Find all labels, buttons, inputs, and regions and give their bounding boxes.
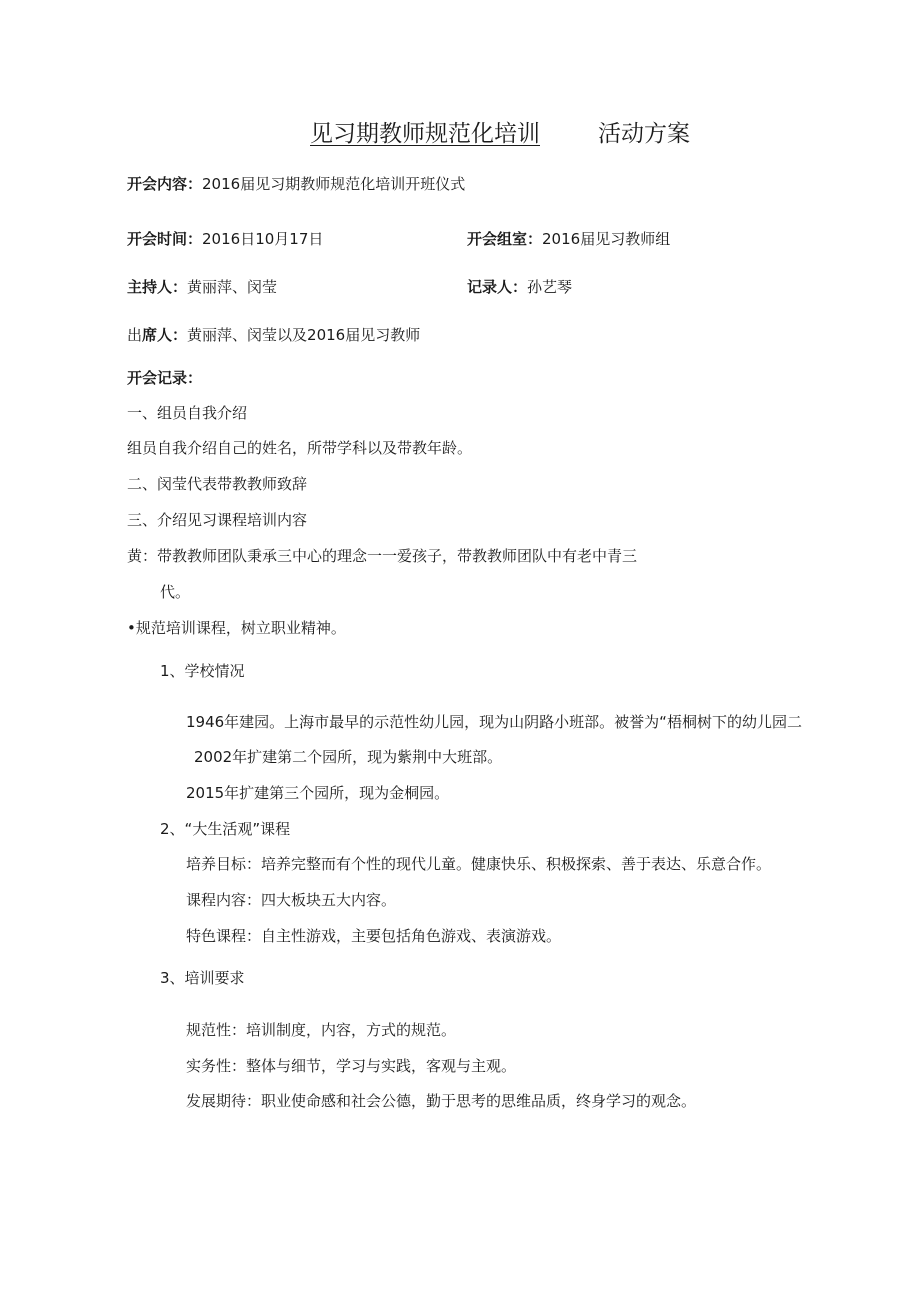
meeting-content-value: 2016届见习期教师规范化培训开班仪式 [202,175,466,193]
meeting-host-row [127,276,277,298]
meeting-time-label: 开会时间： [127,230,203,248]
subsection-heading-1: 1、学校情况 [160,662,245,680]
meeting-group-label: 开会组室： [467,230,543,248]
meeting-group-value: 2016届见习教师组 [542,230,671,248]
meeting-recorder-value: 孙艺琴 [527,278,573,296]
subsection-2-paragraph-2: 课程内容：四大板块五大内容。 [186,891,397,909]
subsection-3-paragraph-2: 实务性：整体与细节，学习与实践，客观与主观。 [186,1057,517,1075]
meeting-content-label: 开会内容： [127,175,203,193]
meeting-record-label: 开会记录： [127,369,203,387]
subsection-1-paragraph-1: 1946年建园。上海市最早的示范性幼儿园，现为山阴路小班部。被誉为“梧桐树下的幼儿园二 [186,713,802,731]
subsection-heading-2: 2、“大生活观”课程 [160,820,291,838]
meeting-content-row [127,173,465,195]
meeting-recorder-label: 记录人： [467,278,528,296]
title-main: 见习期教师规范化培训 [310,121,540,147]
meeting-time-row [127,228,323,250]
section-heading-1: 一、组员自我介绍 [127,404,248,422]
section-text-1: 组员自我介绍自己的姓名，所带学科以及带教年龄。 [127,439,473,457]
meeting-recorder-row [467,276,572,298]
subsection-3-paragraph-1: 规范性：培训制度，内容，方式的规范。 [186,1021,457,1039]
subsection-heading-3: 3、培训要求 [160,969,245,987]
meeting-attendees-label-prefix: 出 [127,326,143,344]
section-heading-2: 二、闵莹代表带教教师致辞 [127,475,308,493]
meeting-time-value: 2016日10月17日 [202,230,324,248]
meeting-host-value: 黄丽萍、闵莹 [187,278,278,296]
subsection-3-paragraph-3: 发展期待：职业使命感和社会公德，勤于思考的思维品质，终身学习的观念。 [186,1092,697,1110]
meeting-attendees-row [127,324,420,346]
subsection-2-paragraph-3: 特色课程：自主性游戏，主要包括角色游戏、表演游戏。 [186,927,562,945]
meeting-attendees-value: 黄丽萍、闵莹以及2016届见习教师 [187,326,421,344]
subsection-1-paragraph-3: 2015年扩建第三个园所，现为金桐园。 [186,784,450,802]
huang-paragraph-line-1: 黄：带教教师团队秉承三中心的理念一一爱孩子，带教教师团队中有老中青三 [127,547,638,565]
meeting-attendees-label: 席人： [142,326,188,344]
subsection-1-paragraph-2: 2002年扩建第二个园所，现为紫荆中大班部。 [194,748,503,766]
huang-paragraph-line-2: 代。 [160,583,191,601]
meeting-host-label: 主持人： [127,278,188,296]
bullet-item: •规范培训课程，树立职业精神。 [127,619,346,637]
section-heading-3: 三、介绍见习课程培训内容 [127,511,308,529]
title-suffix: 活动方案 [598,121,690,147]
document-title [310,118,690,150]
subsection-2-paragraph-1: 培养目标：培养完整而有个性的现代儿童。健康快乐、积极探索、善于表达、乐意合作。 [186,855,772,873]
meeting-group-row [467,228,670,250]
